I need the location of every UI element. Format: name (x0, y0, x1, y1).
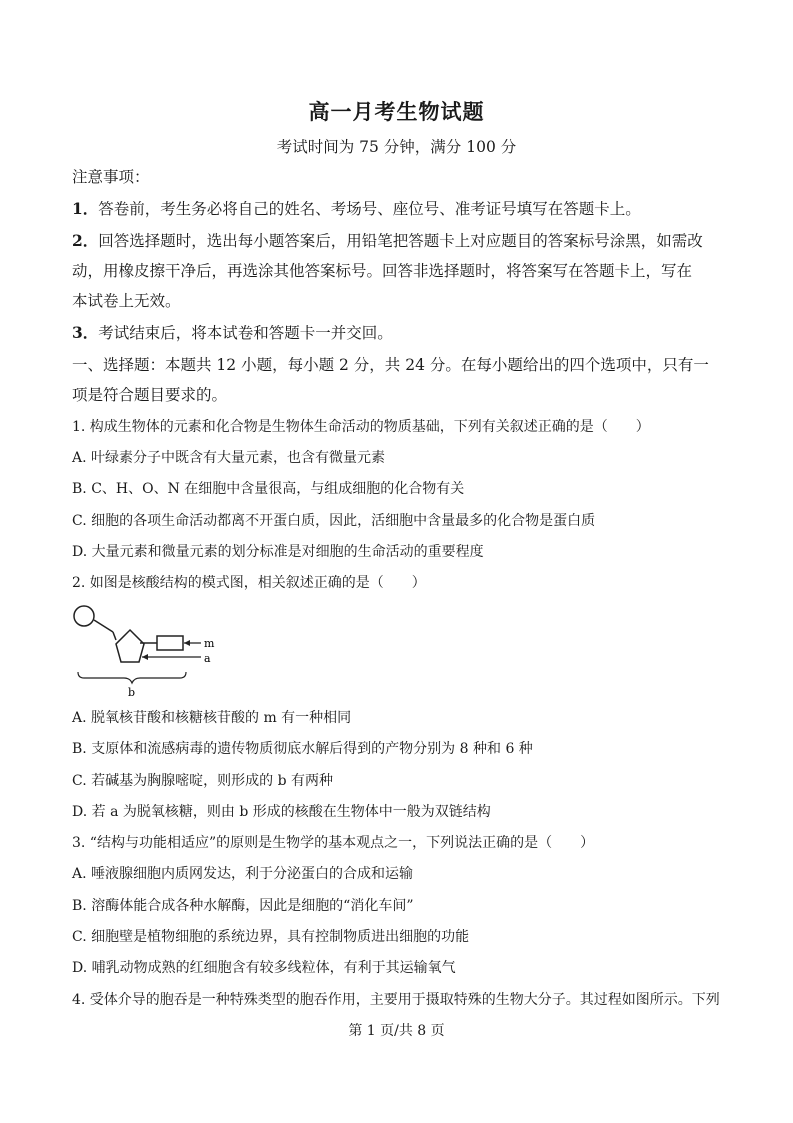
note-number: 1． (72, 199, 99, 218)
note-number: 2． (72, 231, 99, 250)
q3-option-a: A. 唾液腺细胞内质网发达，利于分泌蛋白的合成和运输 (72, 866, 414, 882)
note-text: 考试结束后，将本试卷和答题卡一并交回。 (98, 324, 393, 342)
exam-info: 考试时间为 75 分钟，满分 100 分 (276, 138, 517, 156)
q3-stem: 3. “结构与功能相适应”的原则是生物学的基本观点之一，下列说法正确的是（ ） (72, 835, 595, 851)
q2-option-c: C. 若碱基为胸腺嘧啶，则形成的 b 有两种 (72, 773, 333, 789)
q2-option-b: B. 支原体和流感病毒的遗传物质彻底水解后得到的产物分别为 8 种和 6 种 (72, 741, 533, 757)
note-text: 回答选择题时，选出每小题答案后，用铅笔把答题卡上对应题目的答案标号涂黑，如需改 (98, 232, 703, 250)
phosphate-bond (94, 620, 113, 632)
base-rectangle (157, 636, 183, 650)
q2-option-d: D. 若 a 为脱氧核糖，则由 b 形成的核酸在生物体中一般为双链结构 (72, 804, 491, 820)
q4-stem: 4. 受体介导的胞吞是一种特殊类型的胞吞作用，主要用于摄取特殊的生物大分子。其过程如图所示。下列 (72, 992, 720, 1008)
arrow-a-head (142, 654, 148, 660)
q1-option-d: D. 大量元素和微量元素的划分标准是对细胞的生命活动的重要程度 (72, 544, 484, 560)
notes-heading: 注意事项： (72, 168, 150, 186)
arrow-m-head (184, 640, 190, 646)
note-2-line-3: 本试卷上无效。 (72, 292, 181, 310)
q1-option-b: B. C、H、O、N 在细胞中含量很高，与组成细胞的化合物有关 (72, 481, 465, 497)
page-number: 第 1 页/共 8 页 (348, 1023, 445, 1039)
q1-option-a: A. 叶绿素分子中既含有大量元素，也含有微量元素 (72, 450, 386, 466)
note-2 (72, 231, 703, 251)
q1-stem: 1. 构成生物体的元素和化合物是生物体生命活动的物质基础，下列有关叙述正确的是（ ） (72, 419, 650, 435)
q3-option-b: B. 溶酶体能合成各种水解酶，因此是细胞的“消化车间” (72, 898, 414, 914)
section-heading-line-2: 项是符合题目要求的。 (72, 386, 228, 404)
label-b: b (128, 686, 136, 699)
section-heading: 一、选择题：本题共 12 小题，每小题 2 分，共 24 分。在每小题给出的四个选项中，只有一 (72, 356, 709, 374)
q3-option-c: C. 细胞壁是植物细胞的系统边界，具有控制物质进出细胞的功能 (72, 929, 470, 945)
bracket-b (78, 672, 186, 683)
q3-option-d: D. 哺乳动物成熟的红细胞含有较多线粒体，有利于其运输氧气 (72, 960, 456, 976)
sugar-link (113, 632, 116, 640)
page-title: 高一月考生物试题 (308, 99, 485, 124)
q2-option-a: A. 脱氧核苷酸和核糖核苷酸的 m 有一种相同 (72, 710, 352, 726)
q2-stem: 2. 如图是核酸结构的模式图，相关叙述正确的是（ ） (72, 575, 426, 591)
note-2-line-2: 动，用橡皮擦干净后，再选涂其他答案标号。回答非选择题时，将答案写在答题卡上，写在 (72, 262, 693, 280)
note-number: 3． (72, 323, 99, 342)
note-1 (72, 199, 641, 219)
label-m: m (204, 637, 215, 650)
q1-option-c: C. 细胞的各项生命活动都离不开蛋白质，因此，活细胞中含量最多的化合物是蛋白质 (72, 513, 596, 529)
phosphate-circle (74, 606, 94, 626)
label-a: a (204, 652, 211, 665)
pentose-pentagon (116, 630, 144, 662)
nucleotide-diagram (70, 600, 230, 700)
note-text: 答卷前，考生务必将自己的姓名、考场号、座位号、准考证号填写在答题卡上。 (98, 200, 641, 218)
note-3 (72, 323, 393, 343)
